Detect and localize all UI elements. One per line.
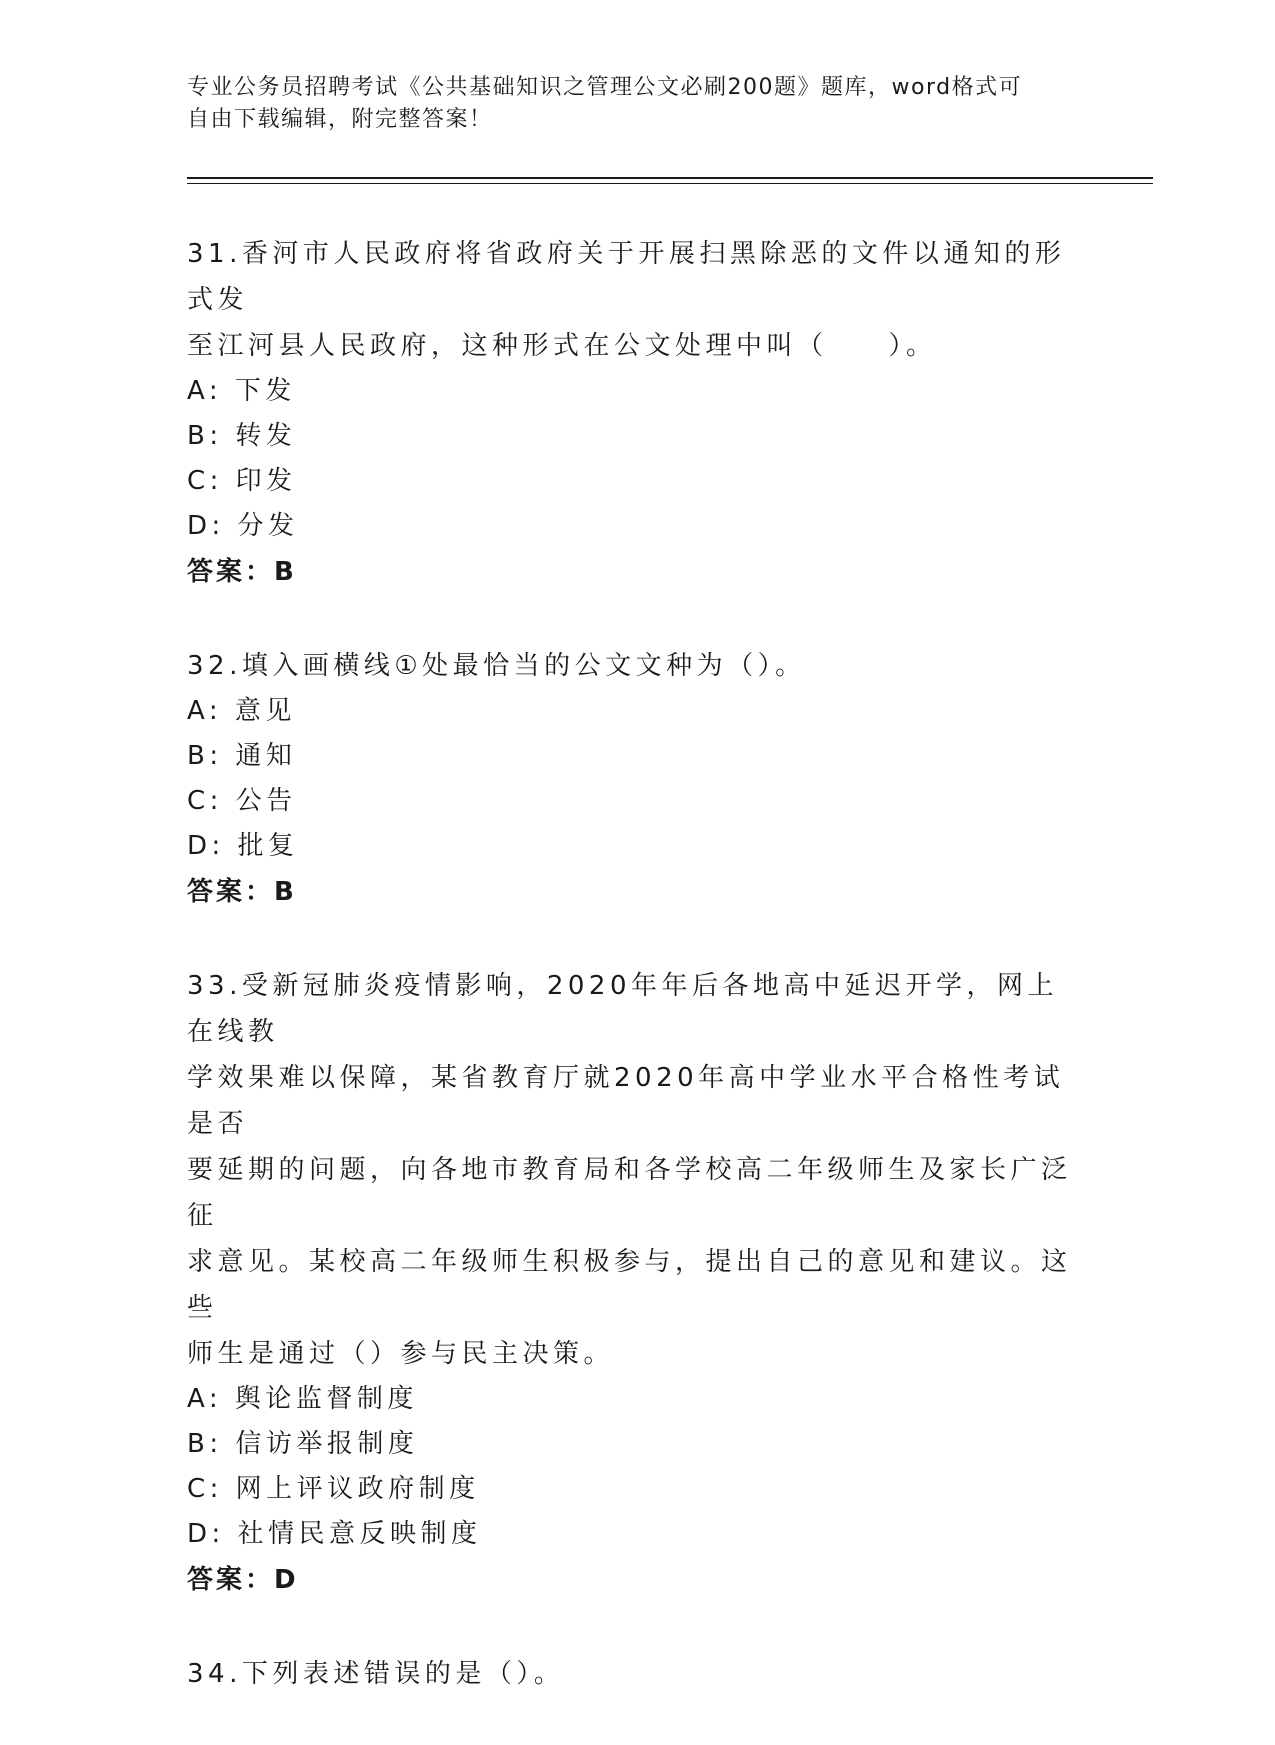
answer: 答案：B bbox=[187, 877, 297, 907]
question-stem: 34.下列表述错误的是（）。 bbox=[187, 1659, 565, 1689]
option-b: B: 信访举报制度 bbox=[187, 1429, 419, 1459]
option-a: A: 意见 bbox=[187, 696, 296, 726]
header-line: 自由下载编辑，附完整答案！ bbox=[187, 107, 493, 132]
question-stem: 31.香河市人民政府将省政府关于开展扫黑除恶的文件以通知的形式发 bbox=[187, 239, 1066, 315]
option-a: A: 舆论监督制度 bbox=[187, 1384, 418, 1414]
option-d: D: 分发 bbox=[187, 511, 299, 541]
option-c: C: 印发 bbox=[187, 466, 297, 496]
option-b: B: 通知 bbox=[187, 741, 297, 771]
option-a: A: 下发 bbox=[187, 376, 296, 406]
option-c: C: 网上评议政府制度 bbox=[187, 1474, 480, 1504]
question-stem: 32.填入画横线①处最恰当的公文文种为（）。 bbox=[187, 651, 806, 681]
question-34 bbox=[187, 1651, 1087, 1697]
document-header bbox=[187, 72, 1067, 136]
question-stem: 要延期的问题，向各地市教育局和各学校高二年级师生及家长广泛征 bbox=[187, 1155, 1072, 1231]
question-stem: 33.受新冠肺炎疫情影响，2020年年后各地高中延迟开学，网上在线教 bbox=[187, 971, 1059, 1047]
header-divider bbox=[187, 183, 1153, 184]
answer: 答案：D bbox=[187, 1565, 299, 1595]
question-list bbox=[187, 231, 1087, 1745]
header-line: 专业公务员招聘考试《公共基础知识之管理公文必刷200题》题库，word格式可 bbox=[187, 75, 1023, 100]
question-stem: 师生是通过（）参与民主决策。 bbox=[187, 1339, 615, 1369]
question-33 bbox=[187, 963, 1087, 1603]
option-d: D: 批复 bbox=[187, 831, 299, 861]
question-stem: 求意见。某校高二年级师生积极参与，提出自己的意见和建议。这些 bbox=[187, 1247, 1072, 1323]
question-stem: 至江河县人民政府，这种形式在公文处理中叫（ ）。 bbox=[187, 331, 937, 361]
question-32 bbox=[187, 643, 1087, 915]
question-stem: 学效果难以保障，某省教育厅就2020年高中学业水平合格性考试是否 bbox=[187, 1063, 1065, 1139]
answer: 答案：B bbox=[187, 557, 297, 587]
header-divider bbox=[187, 177, 1153, 179]
option-d: D: 社情民意反映制度 bbox=[187, 1519, 482, 1549]
question-31 bbox=[187, 231, 1087, 595]
option-c: C: 公告 bbox=[187, 786, 297, 816]
option-b: B: 转发 bbox=[187, 421, 297, 451]
